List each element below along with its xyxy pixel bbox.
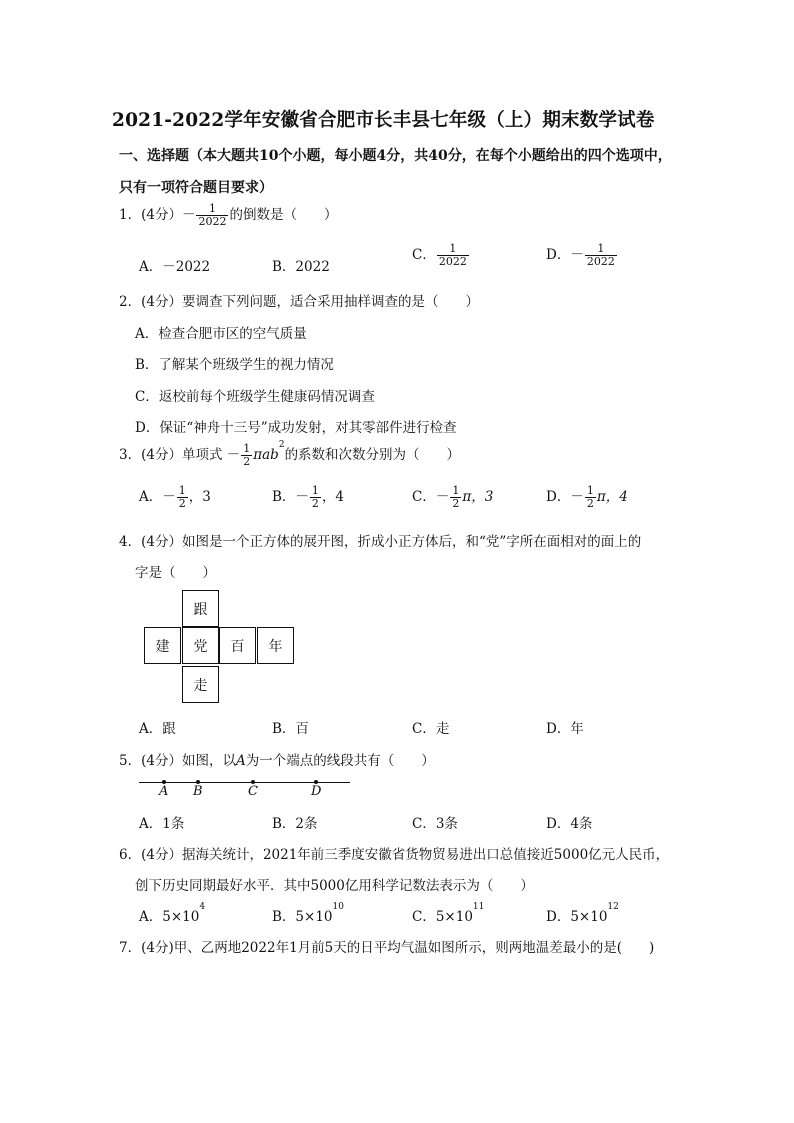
question-2-stem: 2．(4分）要调查下列问题，适合采用抽样调查的是（ ） (119, 294, 479, 310)
point-c-label: C (248, 784, 258, 799)
q2-option-c: C．返校前每个班级学生健康码情况调查 (135, 389, 375, 405)
question-7-stem: 7．(4分)甲、乙两地2022年1月前5天的日平均气温如图所示，则两地温差最小的是( ) (119, 940, 655, 956)
q3-c-tail: π，3 (462, 489, 494, 505)
q6-c-exp: 11 (472, 902, 485, 912)
q5-stem-pre: 5．(4分）如图，以 (119, 753, 236, 769)
net-cell-center: 党 (182, 627, 219, 664)
question-4-stem-line1: 4．(4分）如图是一个正方体的展开图，折成小正方体后，和“党”字所在面相对的面上的 (119, 534, 642, 550)
q3-frac-den: 2 (243, 455, 251, 468)
q3-d-den: 2 (586, 497, 594, 510)
q3-a-label: A．－ (139, 489, 176, 505)
q1-option-b: B．2022 (272, 259, 330, 275)
q3-option-c (412, 485, 493, 510)
q3-c-fraction (450, 485, 461, 510)
q2-option-a: A．检查合肥市区的空气质量 (135, 326, 307, 342)
q3-a-num: 1 (178, 484, 186, 497)
q5-stem-post: 为一个端点的线段共有（ ） (245, 753, 435, 769)
point-a-label: A (159, 784, 169, 799)
q6-option-a (139, 902, 206, 925)
question-4-stem-line2: 字是（ ） (135, 565, 216, 581)
point-d-label: D (311, 784, 322, 799)
question-6-stem-line2: 创下历史同期最好水平．其中5000亿用科学记数法表示为（ ） (135, 878, 534, 894)
q1-option-c (412, 243, 470, 268)
q1-c-den: 2022 (438, 255, 467, 268)
question-5-stem (119, 749, 435, 769)
q1-option-d (546, 243, 618, 268)
q1-suffix: 的倒数是（ ） (229, 207, 338, 223)
segment-line (139, 782, 350, 783)
q1-d-num: 1 (597, 242, 605, 255)
q6-d-base: D．5×10 (546, 909, 608, 925)
net-cell-right2: 年 (257, 627, 294, 664)
q3-b-fraction (310, 485, 321, 510)
q3-d-tail: π，4 (596, 489, 628, 505)
q3-exp: 2 (278, 440, 285, 450)
q1-frac-num: 1 (208, 202, 216, 215)
net-cell-top: 跟 (182, 590, 219, 627)
q6-option-d (546, 902, 619, 925)
q3-b-den: 2 (311, 497, 319, 510)
section-header-line1: 一、选择题（本大题共10个小题，每小题4分，共40分，在每个小题给出的四个选项中， (119, 148, 672, 164)
q3-b-label: B．－ (272, 489, 309, 505)
q3-c-den: 2 (452, 497, 460, 510)
q3-option-b (272, 485, 344, 510)
q2-option-b: B．了解某个班级学生的视力情况 (135, 357, 334, 373)
q3-option-a (139, 485, 211, 510)
q1-c-fraction (437, 243, 469, 268)
q1-c-label: C． (412, 247, 436, 263)
q4-option-b: B．百 (272, 721, 309, 737)
question-6-stem-line1: 6．(4分）据海关统计，2021年前三季度安徽省货物贸易进出口总值接近5000亿元人民币， (119, 847, 670, 863)
q6-b-base: B．5×10 (272, 909, 333, 925)
net-cell-left: 建 (144, 627, 181, 664)
section-header-line2: 只有一项符合题目要求） (119, 180, 273, 196)
q5-option-b: B．2条 (272, 816, 318, 832)
q3-a-den: 2 (178, 497, 186, 510)
q6-d-exp: 12 (607, 902, 619, 912)
q3-c-num: 1 (452, 484, 460, 497)
q3-d-fraction (585, 485, 596, 510)
q1-frac-den: 2022 (198, 215, 227, 228)
q6-option-b (272, 902, 344, 925)
q6-c-base: C．5×10 (412, 909, 473, 925)
q3-suffix: 的系数和次数分别为（ ） (284, 447, 461, 463)
q3-prefix: 3．(4分）单项式 － (119, 447, 241, 463)
q1-fraction (196, 203, 228, 228)
net-cell-right1: 百 (219, 627, 256, 664)
question-3-stem (119, 440, 461, 468)
q3-d-num: 1 (586, 484, 594, 497)
net-cell-bottom: 走 (182, 666, 219, 703)
q3-a-tail: ，3 (188, 489, 211, 505)
q3-d-label: D．－ (546, 489, 584, 505)
question-1-stem (119, 203, 337, 228)
q3-frac-num: 1 (243, 442, 251, 455)
q5-option-d: D．4条 (546, 816, 593, 832)
q3-expr: πab (253, 447, 279, 463)
q3-c-label: C．－ (412, 489, 450, 505)
q5-option-c: C．3条 (412, 816, 458, 832)
q3-b-num: 1 (311, 484, 319, 497)
q6-b-exp: 10 (332, 902, 344, 912)
q3-b-tail: ，4 (321, 489, 345, 505)
q2-option-d: D．保证“神舟十三号”成功发射，对其零部件进行检查 (135, 420, 457, 436)
point-b-label: B (193, 784, 203, 799)
q1-d-label: D．－ (546, 247, 584, 263)
q1-prefix: 1．(4分）－ (119, 207, 196, 223)
q4-option-a: A．跟 (139, 721, 176, 737)
q5-option-a: A．1条 (139, 816, 185, 832)
q1-d-den: 2022 (586, 255, 615, 268)
q6-a-base: A．5×10 (139, 909, 200, 925)
page-title: 2021-2022学年安徽省合肥市长丰县七年级（上）期末数学试卷 (112, 110, 655, 131)
q1-d-fraction (585, 243, 617, 268)
q4-option-d: D．年 (546, 721, 584, 737)
q6-a-exp: 4 (199, 902, 206, 912)
q1-c-num: 1 (449, 242, 457, 255)
q3-fraction (241, 443, 252, 468)
q6-option-c (412, 902, 485, 925)
q5-stem-var: A (235, 753, 246, 769)
q3-a-fraction (177, 485, 188, 510)
q3-option-d (546, 485, 628, 510)
q4-option-c: C．走 (412, 721, 450, 737)
q1-option-a: A．－2022 (139, 259, 211, 275)
